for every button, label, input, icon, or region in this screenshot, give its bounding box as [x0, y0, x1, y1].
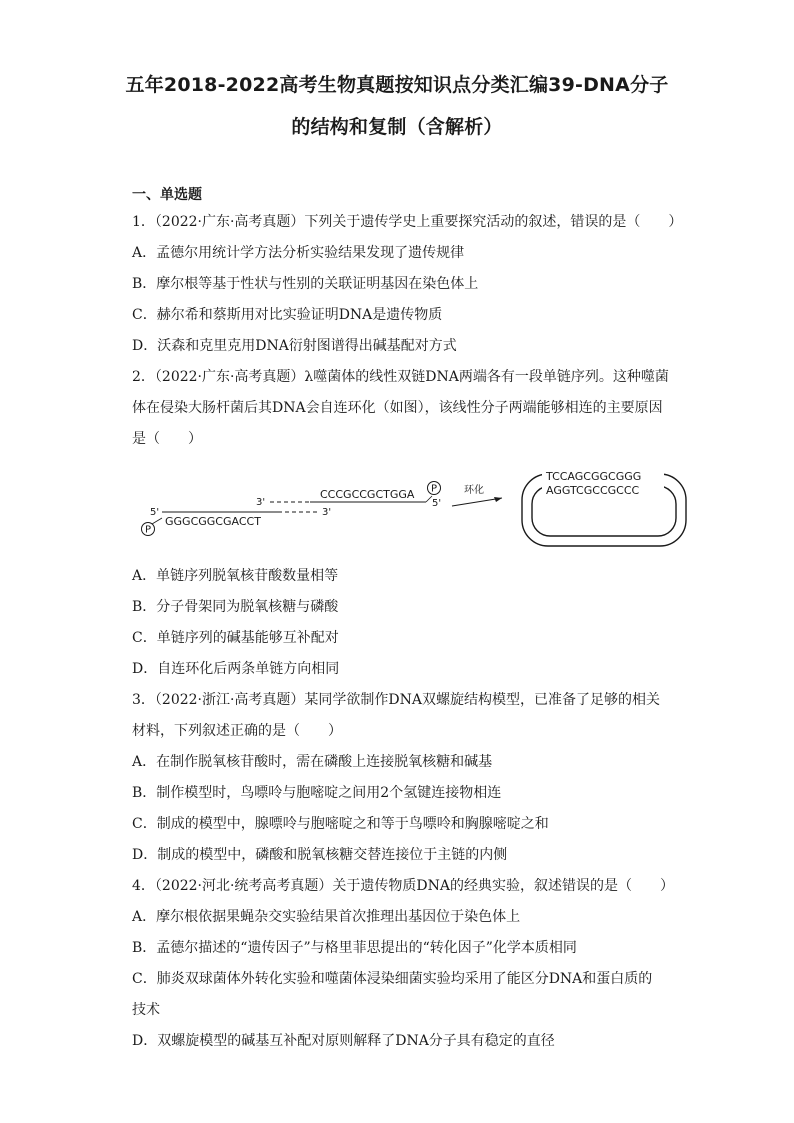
- question-3-option-a: A．在制作脱氧核苷酸时，需在磷酸上连接脱氧核糖和碱基: [132, 754, 493, 770]
- question-4-stem: 4．（2022·河北·统考高考真题）关于遗传物质DNA的经典实验，叙述错误的是（ ）: [132, 878, 675, 894]
- sequence-top-strand: CCCGCCGCTGGA: [320, 488, 415, 501]
- question-2-stem-line-1: 2．（2022·广东·高考真题）λ噬菌体的线性双链DNA两端各有一段单链序列。这种噬菌: [132, 369, 669, 385]
- question-4-option-b: B．孟德尔描述的“遗传因子”与格里菲思提出的“转化因子”化学本质相同: [132, 940, 577, 956]
- question-2-stem-line-2: 体在侵染大肠杆菌后其DNA会自连环化（如图），该线性分子两端能够相连的主要原因: [132, 400, 663, 416]
- phosphate-label-right: P: [431, 483, 438, 495]
- question-2-stem-line-3: 是（ ）: [132, 431, 202, 447]
- question-1-option-c: C．赫尔希和蔡斯用对比实验证明DNA是遗传物质: [132, 307, 443, 323]
- question-3-option-c: C．制成的模型中，腺嘌呤与胞嘧啶之和等于鸟嘌呤和胸腺嘧啶之和: [132, 816, 549, 832]
- end-label-3-top: 3': [256, 497, 266, 508]
- question-3-option-d: D．制成的模型中，磷酸和脱氧核糖交替连接位于主链的内侧: [132, 847, 508, 863]
- question-4-option-a: A．摩尔根依据果蝇杂交实验结果首次推理出基因位于染色体上: [132, 909, 521, 925]
- bond-left: [152, 518, 162, 524]
- phosphate-label-left: P: [145, 524, 152, 536]
- end-label-3-bottom: 3': [322, 507, 332, 518]
- question-3-option-b: B．制作模型时，鸟嘌呤与胞嘧啶之间用2个氢键连接物相连: [132, 785, 502, 801]
- question-4-option-c-line-1: C．肺炎双球菌体外转化实验和噬菌体浸染细菌实验均采用了能区分DNA和蛋白质的: [132, 971, 653, 987]
- arrow-shaft: [452, 498, 502, 506]
- arrow-label: 环化: [464, 485, 484, 496]
- sequence-bottom-strand: GGGCGGCGACCT: [165, 515, 261, 528]
- question-4-option-c-line-2: 技术: [132, 1002, 160, 1018]
- question-2-option-a: A．单链序列脱氧核苷酸数量相等: [132, 568, 339, 584]
- end-label-5-right: 5': [432, 498, 442, 509]
- dna-circularization-figure: [138, 462, 690, 552]
- end-label-5-left: 5': [150, 507, 160, 518]
- question-1-stem: 1．（2022·广东·高考真题）下列关于遗传学史上重要探究活动的叙述，错误的是（ ）: [132, 214, 683, 230]
- question-2-option-b: B．分子骨架同为脱氧核糖与磷酸: [132, 599, 339, 615]
- document-title-line-2: 的结构和复制（含解析）: [291, 116, 503, 138]
- question-1-option-d: D．沃森和克里克用DNA衍射图谱得出碱基配对方式: [132, 338, 457, 354]
- question-4-option-d: D．双螺旋模型的碱基互补配对原则解释了DNA分子具有稳定的直径: [132, 1033, 555, 1049]
- ring-sequence-outer: TCCAGCGGCGGG: [546, 470, 642, 483]
- document-title-line-1: 五年2018-2022高考生物真题按知识点分类汇编39-DNA分子: [125, 74, 669, 96]
- question-3-stem-line-2: 材料，下列叙述正确的是（ ）: [132, 723, 342, 739]
- question-2-option-c: C．单链序列的碱基能够互补配对: [132, 630, 339, 646]
- question-1-option-a: A．孟德尔用统计学方法分析实验结果发现了遗传规律: [132, 245, 465, 261]
- question-2-option-d: D．自连环化后两条单链方向相同: [132, 661, 340, 677]
- section-heading: 一、单选题: [132, 187, 202, 203]
- question-3-stem-line-1: 3．（2022·浙江·高考真题）某同学欲制作DNA双螺旋结构模型，已准备了足够的相关: [132, 692, 661, 708]
- question-1-option-b: B．摩尔根等基于性状与性别的关联证明基因在染色体上: [132, 276, 479, 292]
- ring-sequence-inner: AGGTCGCCGCCC: [546, 484, 640, 497]
